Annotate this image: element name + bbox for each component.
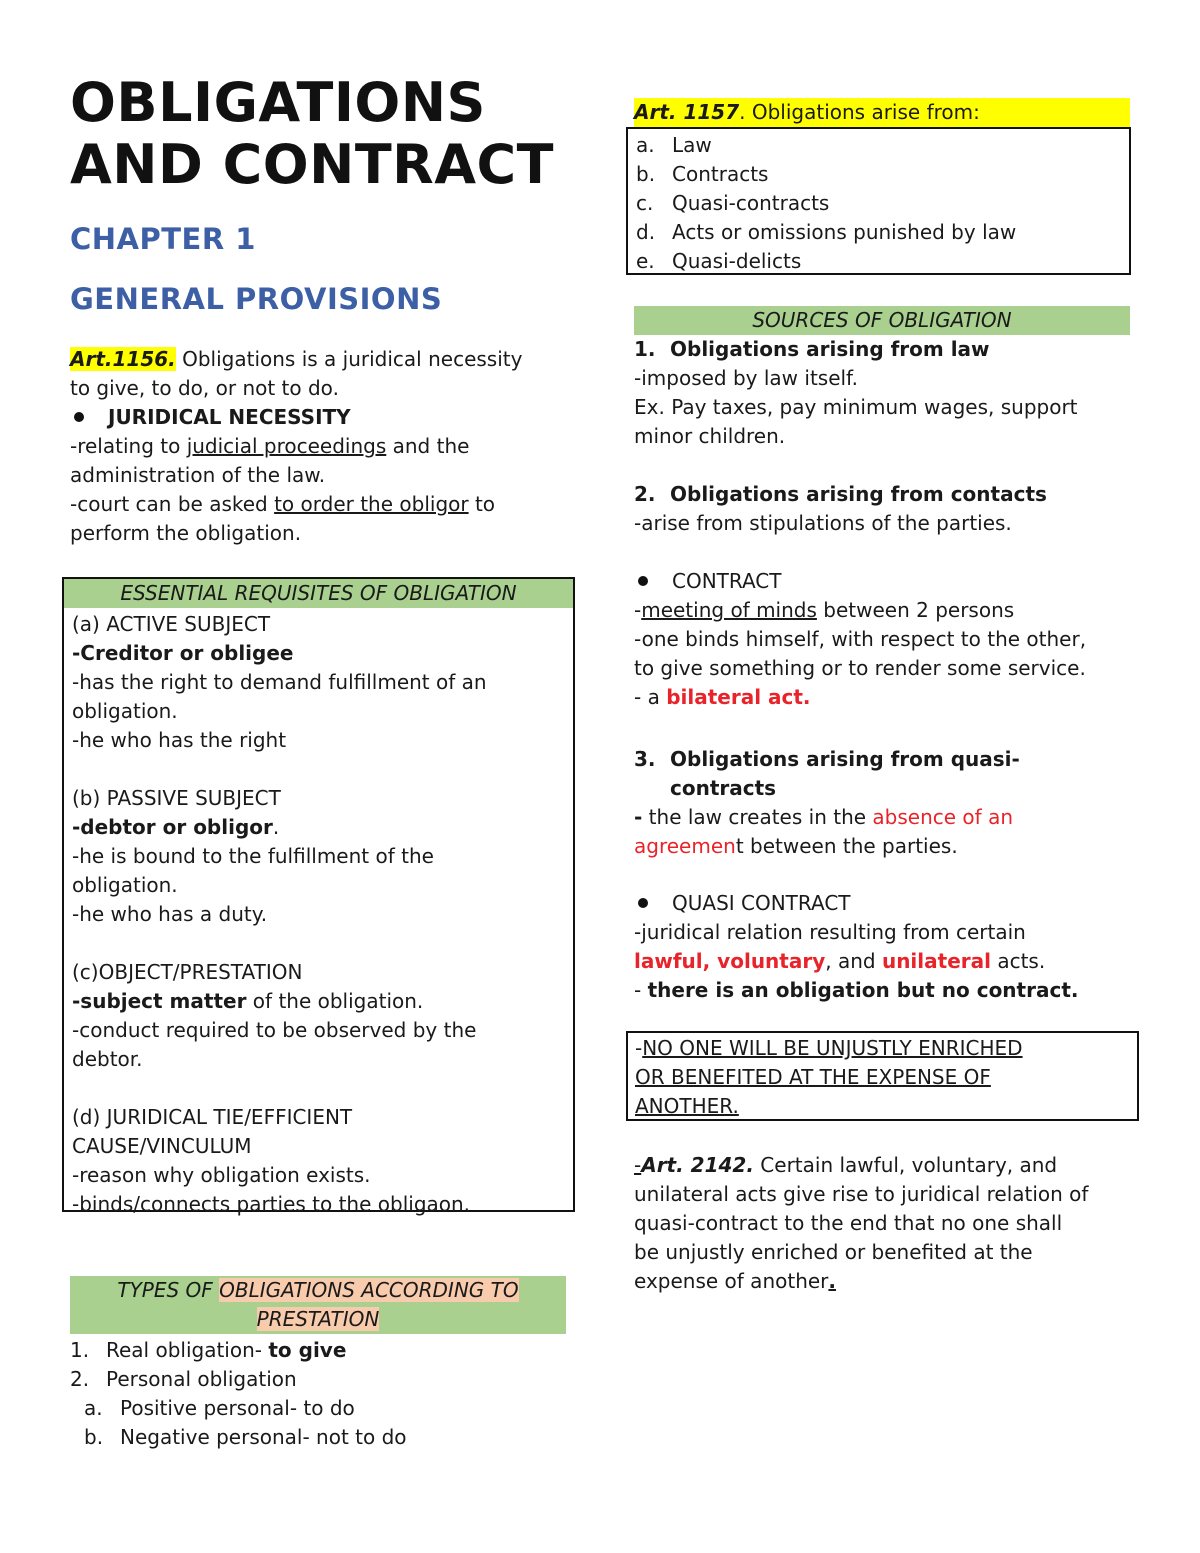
art2142-label: Art. 2142. <box>641 1153 754 1177</box>
source-red-text: agreemen <box>634 834 736 858</box>
art1156-underlined: to order the obligor <box>274 492 469 516</box>
list-text: Law <box>672 133 712 157</box>
list-letter: e. <box>636 249 655 273</box>
document-title <box>70 72 590 196</box>
requisite-heading: (b) PASSIVE SUBJECT <box>72 786 281 810</box>
requisite-line: -binds/connects parties to the obligaon. <box>72 1192 471 1216</box>
list-text: Quasi-delicts <box>672 249 802 273</box>
requisite-heading: CAUSE/VINCULUM <box>72 1134 252 1158</box>
requisites-heading: ESSENTIAL REQUISITES OF OBLIGATION <box>64 579 573 608</box>
requisite-bold: -subject matter <box>72 989 247 1013</box>
quasi-contract-heading: QUASI CONTRACT <box>672 891 851 915</box>
art1156-text: Obligations is a juridical necessity <box>175 347 523 371</box>
art1156-block <box>70 345 575 548</box>
types-block <box>70 1276 566 1452</box>
art2142-end: . <box>828 1269 837 1293</box>
list-letter: b. <box>636 162 656 186</box>
art1156-line: perform the obligation. <box>70 521 302 545</box>
enriched-line: NO ONE WILL BE UNJUSTLY ENRICHED <box>642 1036 1023 1060</box>
source-line: minor children. <box>634 424 786 448</box>
list-number: 1. <box>70 1338 90 1362</box>
list-number: 2. <box>70 1367 90 1391</box>
source-line: -one binds himself, with respect to the other, <box>634 627 1087 651</box>
source-line: , and <box>825 949 882 973</box>
art2142-block <box>634 1151 1139 1296</box>
source-dash: - <box>634 805 643 829</box>
source-line: t between the parties. <box>735 834 958 858</box>
list-letter: c. <box>636 191 654 215</box>
source-title <box>634 335 1130 364</box>
art1156-line: and the <box>386 434 470 458</box>
list-letter: d. <box>636 220 656 244</box>
art1156-line: -relating to <box>70 434 187 458</box>
requisite-line: -reason why obligation exists. <box>72 1163 371 1187</box>
list-item <box>70 1365 566 1394</box>
source-title-text: Obligations arising from law <box>670 337 990 361</box>
bullet-icon <box>638 576 648 586</box>
source-underlined: meeting of minds <box>641 598 817 622</box>
requisite-line: obligation. <box>72 873 178 897</box>
art1157-text: . Obligations arise from: <box>739 100 980 124</box>
source-line: between 2 persons <box>816 598 1015 622</box>
requisite-line: . <box>272 815 280 839</box>
source-line: to give something or to render some service. <box>634 656 1086 680</box>
requisite-heading: (c)OBJECT/PRESTATION <box>72 960 303 984</box>
art1157-list-item <box>636 218 1121 247</box>
requisite-line: -he is bound to the fulfillment of the <box>72 844 434 868</box>
source-title-text: contracts <box>670 776 777 800</box>
requisite-heading: (a) ACTIVE SUBJECT <box>72 612 271 636</box>
art1156-text-2: to give, to do, or not to do. <box>70 376 339 400</box>
source-line: -juridical relation resulting from certain <box>634 920 1026 944</box>
art1157-list-item <box>636 160 1121 189</box>
requisite-line: -he who has the right <box>72 728 287 752</box>
art2142-line: expense of another <box>634 1269 829 1293</box>
enriched-line: OR BENEFITED AT THE EXPENSE OF <box>635 1065 991 1089</box>
art1157-label: Art. 1157 <box>634 100 740 124</box>
source-red-text: absence of an <box>872 805 1013 829</box>
types-heading-highlight: PRESTATION <box>256 1307 380 1331</box>
list-item <box>70 1423 566 1452</box>
list-text: Personal obligation <box>106 1367 297 1391</box>
section-heading: GENERAL PROVISIONS <box>70 282 443 316</box>
enriched-box <box>626 1031 1139 1121</box>
enriched-dash: - <box>635 1036 643 1060</box>
source-line: the law creates in the <box>642 805 873 829</box>
list-number: 1. <box>634 337 656 361</box>
art1156-line: -court can be asked <box>70 492 275 516</box>
art1156-line: to <box>468 492 496 516</box>
list-text: Acts or omissions punished by law <box>672 220 1017 244</box>
types-heading <box>70 1276 566 1334</box>
list-letter: a. <box>84 1396 103 1420</box>
requisite-bold: -debtor or obligor <box>72 815 273 839</box>
art1156-label: Art.1156. <box>70 347 176 371</box>
art1156-line: administration of the law. <box>70 463 326 487</box>
list-number: 3. <box>634 747 656 771</box>
types-heading-text: TYPES OF <box>117 1278 220 1302</box>
source-title <box>634 745 1130 803</box>
list-text: Negative personal- not to do <box>120 1425 407 1449</box>
art1157-list-item <box>636 247 1121 276</box>
list-bold: to give <box>268 1338 347 1362</box>
sources-block <box>634 306 1130 1005</box>
source-red-text: unilateral <box>881 949 991 973</box>
contract-heading: CONTRACT <box>672 569 782 593</box>
requisite-bold: -Creditor or obligee <box>72 641 294 665</box>
requisite-line: debtor. <box>72 1047 143 1071</box>
enriched-line: ANOTHER. <box>635 1094 739 1118</box>
source-line: - a <box>634 685 667 709</box>
art1157-list <box>636 131 1121 276</box>
requisite-line: of the obligation. <box>246 989 424 1013</box>
art1156-underlined: judicial proceedings <box>186 434 387 458</box>
source-bold: there is an obligation but no contract. <box>647 978 1079 1002</box>
art1157-list-item <box>636 131 1121 160</box>
list-text: Quasi-contracts <box>672 191 830 215</box>
source-title-text: Obligations arising from contacts <box>670 482 1047 506</box>
list-text: Real obligation- <box>106 1338 269 1362</box>
requisite-line: obligation. <box>72 699 178 723</box>
art2142-line: Certain lawful, voluntary, and <box>753 1153 1058 1177</box>
list-letter: b. <box>84 1425 104 1449</box>
art1157-heading <box>634 98 1130 127</box>
source-line: - <box>634 978 648 1002</box>
art2142-line: be unjustly enriched or benefited at the <box>634 1240 1033 1264</box>
title-line-2: AND CONTRACT <box>70 133 555 196</box>
title-line-1: OBLIGATIONS <box>70 71 486 134</box>
source-red-text: lawful, voluntary <box>634 949 826 973</box>
sources-heading: SOURCES OF OBLIGATION <box>634 306 1130 335</box>
list-item <box>70 1336 566 1365</box>
source-title <box>634 480 1130 509</box>
list-text: Contracts <box>672 162 769 186</box>
types-heading-highlight: OBLIGATIONS ACCORDING TO <box>219 1278 519 1302</box>
list-item <box>70 1394 566 1423</box>
art1157-list-box <box>626 127 1131 275</box>
list-letter: a. <box>636 133 655 157</box>
list-text: Positive personal- to do <box>120 1396 355 1420</box>
source-title-text: Obligations arising from quasi- <box>670 747 1020 771</box>
art2142-dash: - <box>634 1153 642 1177</box>
requisite-line: -conduct required to be observed by the <box>72 1018 477 1042</box>
art2142-line: unilateral acts give rise to juridical relation of <box>634 1182 1089 1206</box>
art1157-list-item <box>636 189 1121 218</box>
source-line: Ex. Pay taxes, pay minimum wages, support <box>634 395 1078 419</box>
source-line: acts. <box>990 949 1046 973</box>
requisites-box <box>62 577 575 1216</box>
requisite-heading: (d) JURIDICAL TIE/EFFICIENT <box>72 1105 353 1129</box>
source-line: -imposed by law itself. <box>634 366 859 390</box>
list-number: 2. <box>634 482 656 506</box>
source-red-text: bilateral act. <box>666 685 811 709</box>
bullet-icon <box>638 898 648 908</box>
chapter-heading: CHAPTER 1 <box>70 222 256 256</box>
source-line: -arise from stipulations of the parties. <box>634 511 1012 535</box>
source-line: - <box>634 598 642 622</box>
requisite-line: -he who has a duty. <box>72 902 268 926</box>
juridical-necessity-heading: JURIDICAL NECESSITY <box>108 405 351 429</box>
art2142-line: quasi-contract to the end that no one shall <box>634 1211 1063 1235</box>
bullet-icon <box>74 412 84 422</box>
requisite-line: -has the right to demand fulfillment of an <box>72 670 487 694</box>
